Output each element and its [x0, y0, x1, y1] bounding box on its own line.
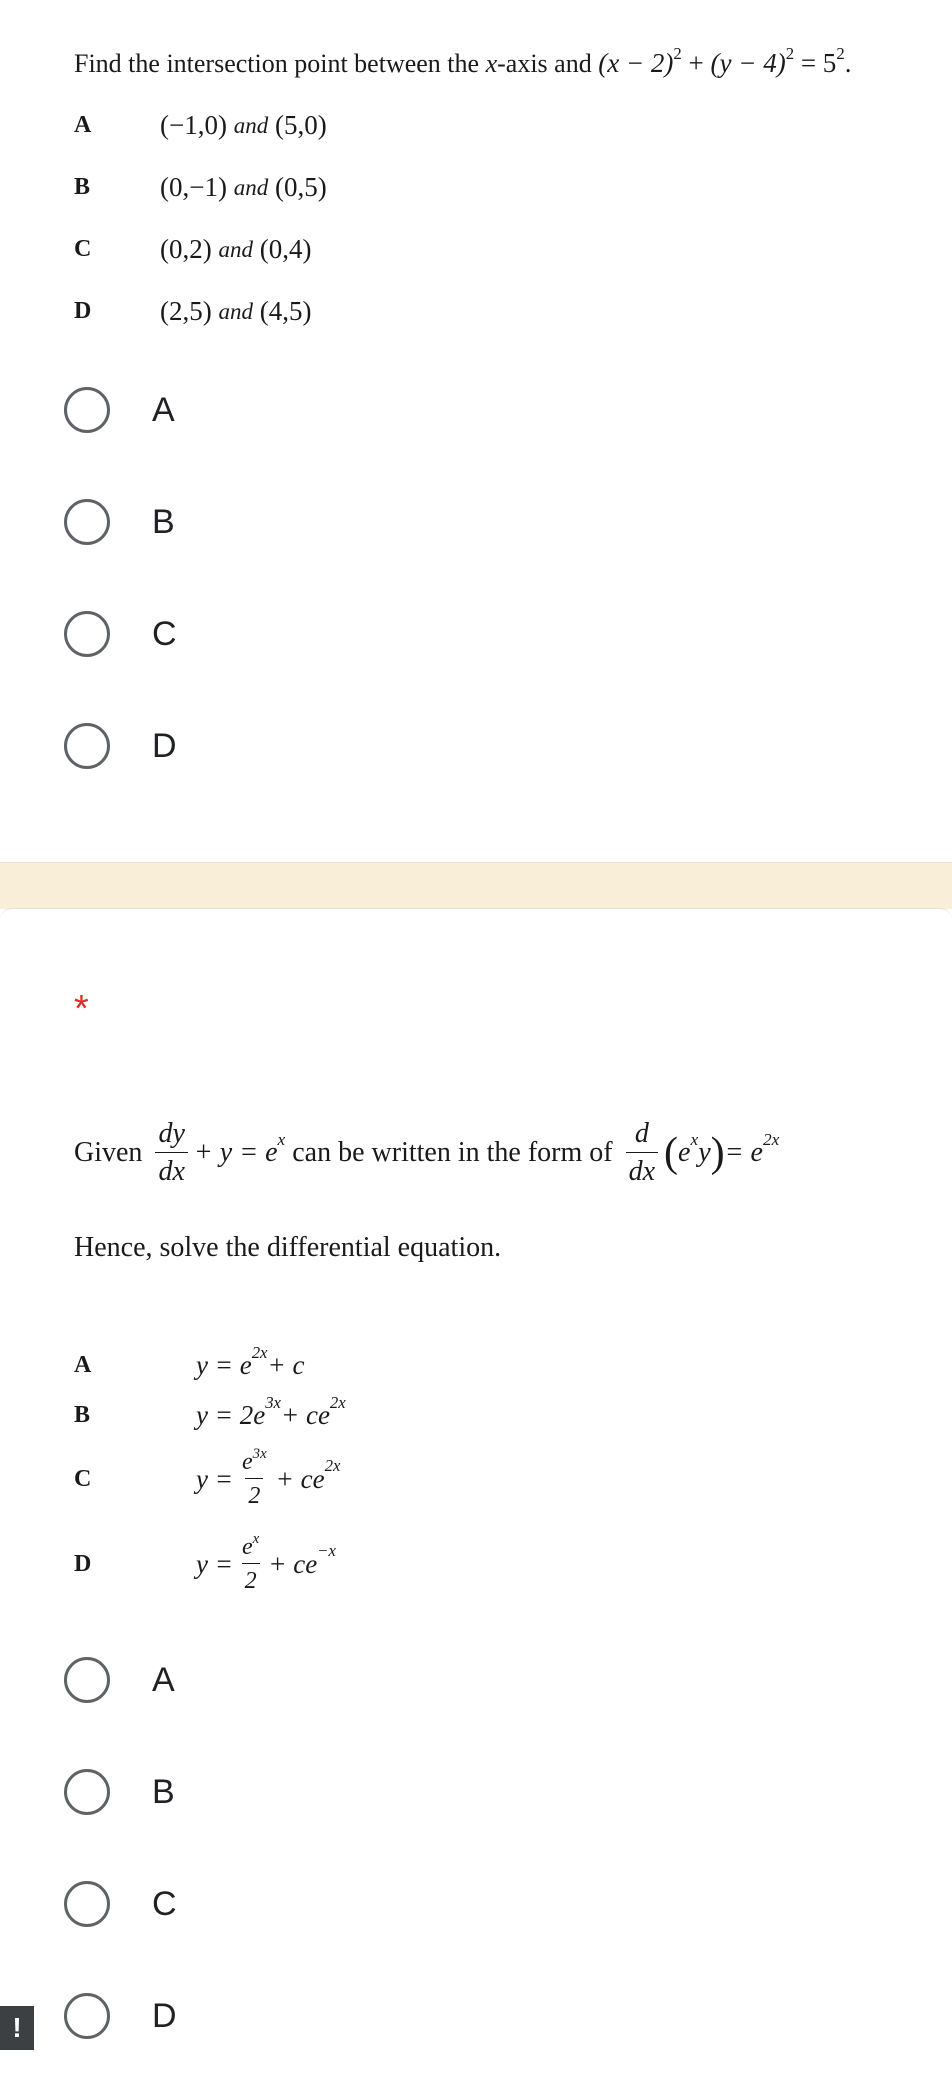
radio-button[interactable]: [64, 723, 110, 769]
question-2-choice-a[interactable]: A: [64, 1657, 175, 1703]
dy-dx-fraction: $\frac{dy}{dx}$: [155, 1120, 187, 1186]
question-2-option-c: C y = $\frac{e^{3x}}{2}$ + ce $^{2x}$: [74, 1445, 341, 1509]
question-1-variable: x: [485, 49, 498, 78]
d-dx-fraction: $\frac{d}{dx}$: [626, 1120, 658, 1186]
radio-button[interactable]: [64, 499, 110, 545]
card-separator: [0, 862, 952, 909]
question-2-option-d: D y = $\frac{e^x}{2}$ + ce $^{-x}$: [74, 1530, 336, 1594]
question-1-choice-b[interactable]: B: [64, 499, 175, 545]
question-1-choice-d[interactable]: D: [64, 723, 177, 769]
question-2-instruction: Hence, solve the differential equation.: [74, 1232, 502, 1263]
question-2-option-a: A y = e $^{2x}$ + c: [74, 1342, 305, 1380]
question-2-choice-d[interactable]: D: [64, 1993, 177, 2039]
question-1-prompt-mid: -axis and: [497, 49, 599, 78]
radio-button[interactable]: [64, 1993, 110, 2039]
question-1-text: [74, 44, 852, 79]
radio-button[interactable]: [64, 1769, 110, 1815]
question-2-option-b: B y = 2e $^{3x}$ + ce $^{2x}$: [74, 1392, 346, 1430]
question-2-choice-c[interactable]: C: [64, 1881, 177, 1927]
question-1-option-a: A (−1,0) and (5,0): [74, 110, 327, 140]
question-1-option-d: D (2,5) and (4,5): [74, 296, 312, 326]
question-1-choice-a[interactable]: A: [64, 387, 175, 433]
radio-button[interactable]: [64, 611, 110, 657]
question-1-option-c: C (0,2) and (0,4): [74, 234, 312, 264]
question-1-choice-c[interactable]: C: [64, 611, 177, 657]
exclamation-icon[interactable]: !: [0, 2006, 34, 2050]
question-1-equation: $(x - 2)^2 + (y - 4)^2 = 5^2$.: [598, 44, 852, 78]
option-d-fraction: $\frac{e^x}{2}$: [241, 1530, 260, 1594]
required-asterisk: *: [74, 988, 89, 1030]
radio-button[interactable]: [64, 1881, 110, 1927]
radio-button[interactable]: [64, 387, 110, 433]
question-2-text: Given $\frac{dy}{dx}$ + y = e $^x$ can be written in the form of $\frac{d}{dx}$ ( e $^x$ y ) = e $^{2x}$: [74, 1118, 780, 1187]
question-card-1: [0, 0, 952, 862]
question-2-choice-b[interactable]: B: [64, 1769, 175, 1815]
option-c-fraction: $\frac{e^{3x}}{2}$: [241, 1445, 267, 1509]
radio-button[interactable]: [64, 1657, 110, 1703]
question-1-prompt: Find the intersection point between the: [74, 49, 486, 78]
question-1-option-b: B (0,−1) and (0,5): [74, 172, 327, 202]
